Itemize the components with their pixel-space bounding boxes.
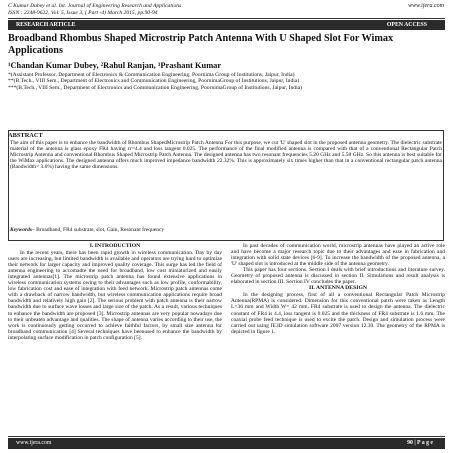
right-paragraph-3: In the designing process, first of all a conventional Rectangular Patch Microstrip Antenna(RPMA) is considered. Dimension for this conventional patch were taken as Length L=36 mm and Width W= 42 mm. FR4 substrate is used to design the antenna. The dielectric constant of FR4 is 4.4, loss tangent is 0.025 and the thickness of FR4 substrate is 1.6 mm. The coaxial probe feed technique is used to excite the patch. Design and simulation process were carried out using IE3D simulation software 2007 version 12.30. The geometry of the RPMA is depicted in figure 1. [231,292,445,335]
right-paragraph-2: This paper has four sections. Section I deals with brief introductions and literature survey. Geometry of proposed antenna is discussed in section II. Simulations and result analysis is elaborated in section III. Section IV concludes the paper. [231,267,445,286]
affiliation-1: *(Assistant Professor, Department of Electronics & Communication Engineering, Poornima Group of Institutions, Jaipur, India) [8,72,295,78]
paper-title: Broadband Rhombus Shaped Microstrip Patch Antenna With U Shaped Slot For Wimax Applications [8,33,394,56]
keywords [10,227,442,233]
affiliations [8,72,443,91]
citation-header [8,3,181,16]
article-banner [8,20,445,30]
introduction-paragraph: In the recent years, there has been rapid growth in wireless communication. Day by day users are increasing, but limited bandwidth is available and operators are trying hard to optimize their network for larger capacity and improved quality coverage. This surge has led the field of antenna engineering to accomadte the need for broadband, low cost miniaturized and easily integrated antennas[1]. The microstrip patch antenna has found extensive applications in wireless communication systems owing to their advantages such as low profile, conformability, low fabrication cost and ease of integration with feed network. Microstrip patch antennas come with a drawback of narrow bandwidth, but wireless communication applications require broad bandwidth and relatively high gain [2]. The serious problem with patch antenna is their narrow bandwidth due to surface wave losses and large size of the patch. As a result, various techniques to enhance the bandwidth are proposed [3]. Microstrip antennas are very popular nowadays due to their unbeaten advantage and qualities. The shape of antenna varies according to their use, the work is continuously getting occurred to achieve faithful factors, by small size antenna for broadband communication [4] Several techniques have beenused to enhance the bandwidth by interpolating surface modification in patch configuration [5]. [8,250,222,341]
article-type-label: RESEARCH ARTICLE [16,22,76,28]
header-divider [8,18,445,19]
keywords-label: Keywords [10,227,32,233]
footer-divider [8,436,445,437]
header-site-link[interactable]: www.ijera.com [408,3,444,9]
footer-site-link[interactable]: www.ijera.com [16,440,52,446]
page-number: 90 | P a g e [407,440,433,446]
open-access-label: OPEN ACCESS [386,22,427,28]
paper-authors: ¹Chandan Kumar Dubey, ²Rahul Ranjan, ³Prashant Kumar [8,61,222,70]
citation-line-2: ISSN : 2248-9622, Vol. 5, Issue 3, ( Part -4) March 2015, pp.90-94 [8,9,158,16]
keywords-list: – Broadband, FR4 substrate, slot, Gain, Resonant frequency [32,227,165,233]
section-heading-introduction: I. INTRODUCTION [89,243,141,249]
section-heading-antenna-design: II. ANTENNA DESIGN [309,285,367,292]
right-column [231,243,445,335]
left-column [8,243,222,341]
right-paragraph-1: In past decades of communication world, microstrip antennas have played an active role and have become a major research topic due to their advantages and ease in fabrication and integration with solid state devices [6-9]. To increase the bandwidth of the proposed antenna, a 'U' shaped slot is introduced at the middle side of the antenna geometry. [231,243,445,268]
affiliation-3: ***(B.Tech., VIII Sem., Department of Electronics and Communication Engineering, PoornimaGroup of Institutions, Jaipur, India) [8,84,302,91]
affiliation-2: **(B.Tech., VIII Sem., Department of Electronics and Communication Engineering, PoornimaGroup of Institutions, Jaipur, India) [8,78,300,85]
abstract-heading: ABSTRACT [8,132,43,139]
abstract-text: The aim of this paper is to enhance the bandwidth of Rhombus ShapedMicrostrip Patch Antenna For this purpose, we cut 'U' shaped slot in the proposed antenna geometry. The dielectric substrate material of the antenna is glass epoxy FR4 having εr=4.4 and loss tangent 0.025. The performance of the final modified antenna is compared with that of a conventional Rectangular Patch Microstrip Antenna and conventional Rhombus Shaped Microstrip Patch Antenna. The designed antenna has two resonant frequencies 5.20 GHz and 5.58 GHz. So this antenna is best suitable for the WiMax applications. The designed antenna offers much improved impedance bandwidth 22.32%. This is approximately six times higher than that in a conventional rectangular patch antenna (Bandwidth= 3.6%) having the same dimensions. [10,140,442,171]
page-footer [8,438,445,449]
citation-line-1: C Kumar Dubey et al. Int. Journal of Engineering Research and Applications [8,3,182,9]
